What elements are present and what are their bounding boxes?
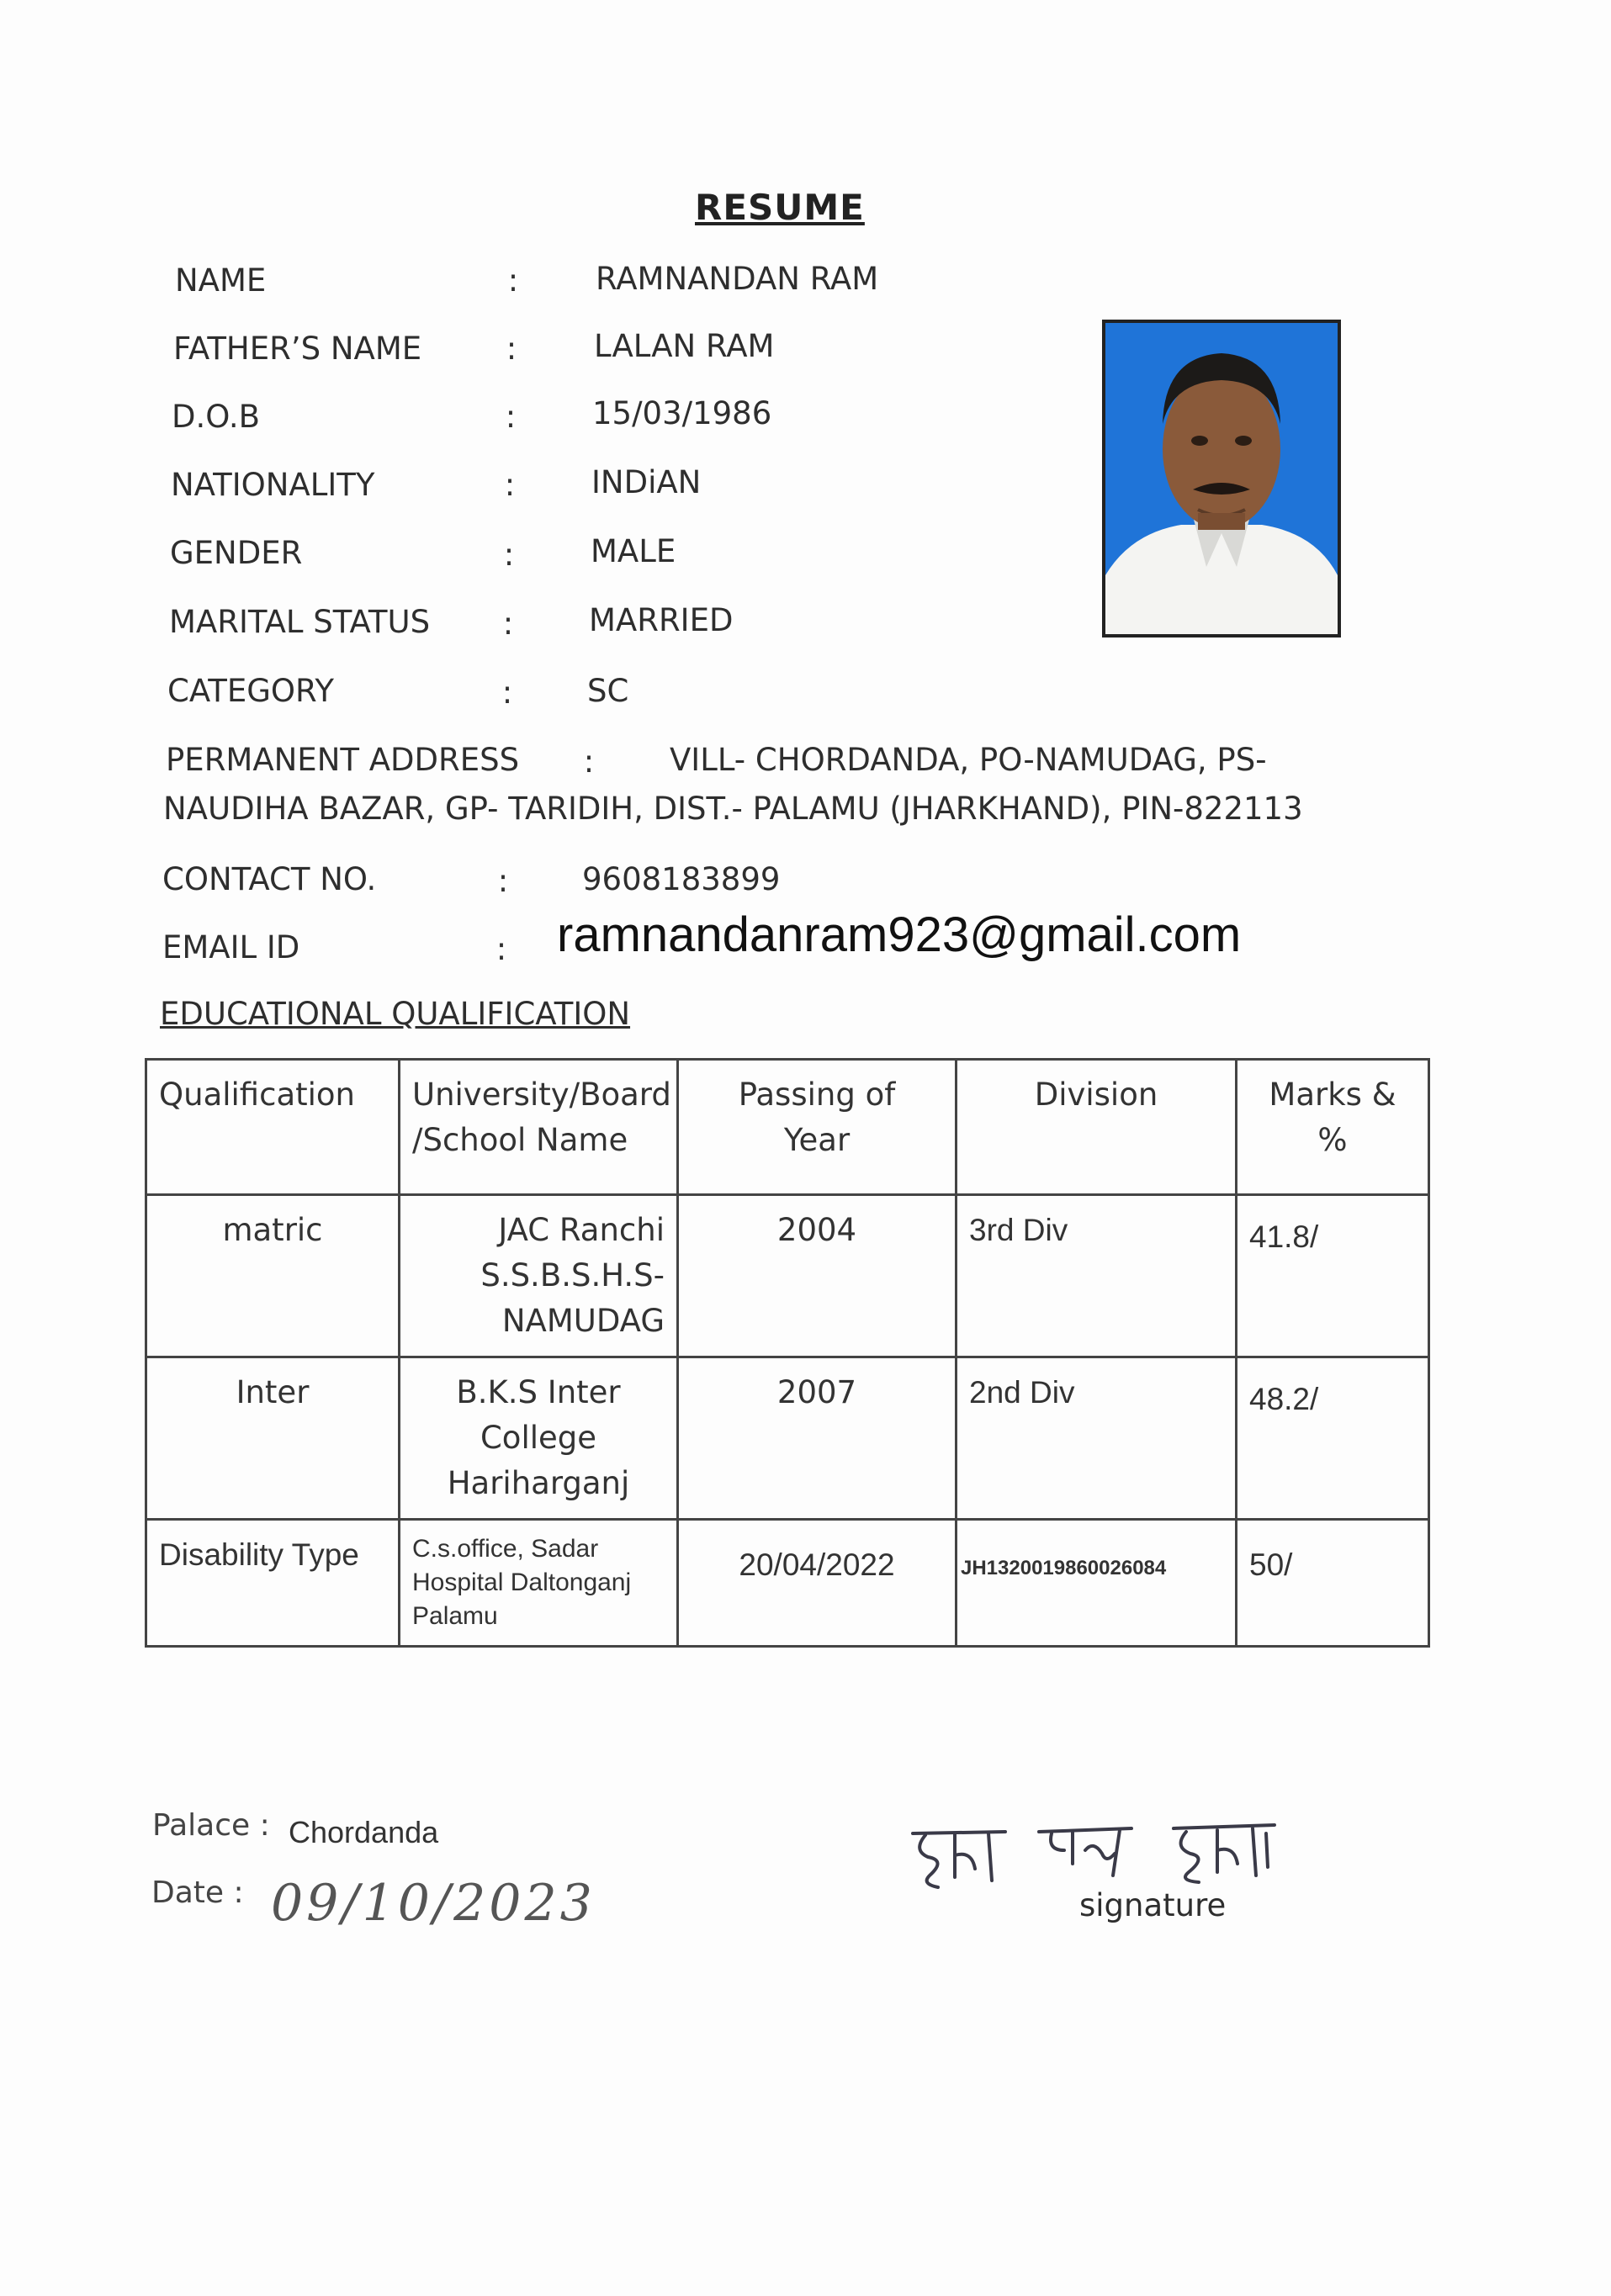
- header-marks: [1237, 1060, 1429, 1195]
- name-colon: :: [507, 262, 519, 299]
- category-colon: :: [501, 675, 513, 711]
- table-row: [146, 1520, 1429, 1647]
- header-university: [400, 1060, 678, 1195]
- cell-division: 3rd Div: [957, 1195, 1237, 1357]
- dob-value: 15/03/1986: [592, 395, 772, 431]
- cell-university: [400, 1520, 678, 1647]
- email-value: ramnandanram923@gmail.com: [557, 907, 1242, 962]
- cell-university-line: S.S.B.S.H.S-: [480, 1257, 665, 1293]
- nationality-value: INDiAN: [591, 464, 702, 500]
- date-label: Date :: [151, 1875, 244, 1910]
- contact-colon: :: [497, 863, 509, 899]
- header-university-line1: University/Board: [412, 1077, 671, 1113]
- header-division-text: Division: [1034, 1077, 1158, 1113]
- signature-label: signature: [1079, 1887, 1227, 1923]
- table-row: [146, 1357, 1429, 1520]
- permanent-address-line2: NAUDIHA BAZAR, GP- TARIDIH, DIST.- PALAMU (JHARKHAND), PIN-822113: [163, 791, 1303, 827]
- contact-value: 9608183899: [582, 861, 781, 897]
- marital-status-colon: :: [502, 606, 514, 642]
- header-year-line1: Passing of: [738, 1077, 896, 1113]
- email-colon: :: [495, 931, 507, 967]
- table-row: [146, 1195, 1429, 1357]
- cell-university: [400, 1195, 678, 1357]
- cell-university-line: C.s.office, Sadar: [412, 1535, 599, 1563]
- dob-label: D.O.B: [172, 399, 261, 435]
- passport-photo: [1102, 320, 1341, 637]
- cell-qualification: Disability Type: [146, 1520, 400, 1647]
- dob-colon: :: [505, 399, 517, 435]
- category-value: SC: [587, 673, 629, 709]
- place-label: Palace :: [152, 1808, 270, 1843]
- cell-marks: 50/: [1237, 1520, 1429, 1647]
- gender-colon: :: [503, 537, 515, 573]
- cell-marks: 48.2/: [1237, 1357, 1429, 1520]
- cell-division: 2nd Div: [957, 1357, 1237, 1520]
- permanent-address-value: VILL- CHORDANDA, PO-NAMUDAG, PS-: [670, 742, 1267, 778]
- cell-year: 2007: [678, 1357, 957, 1520]
- page-title: RESUME: [695, 187, 865, 228]
- fathers-name-label: FATHER’S NAME: [173, 331, 422, 367]
- header-year-line2: Year: [783, 1122, 851, 1158]
- permanent-address-colon: :: [583, 743, 595, 780]
- table-header-row: [146, 1060, 1429, 1195]
- permanent-address-label: PERMANENT ADDRESS: [166, 742, 520, 778]
- gender-label: GENDER: [170, 535, 303, 571]
- fathers-name-value: LALAN RAM: [594, 328, 775, 364]
- date-value: 09/10/2023: [271, 1874, 596, 1933]
- cell-year: 2004: [678, 1195, 957, 1357]
- gender-value: MALE: [591, 533, 676, 569]
- nationality-label: NATIONALITY: [171, 467, 375, 503]
- cell-university: [400, 1357, 678, 1520]
- place-value: Chordanda: [289, 1815, 439, 1849]
- cell-university-line: Hariharganj: [447, 1465, 630, 1501]
- header-university-line2: /School Name: [412, 1122, 628, 1158]
- cell-marks: 41.8/: [1237, 1195, 1429, 1357]
- cell-university-line: NAMUDAG: [501, 1303, 665, 1339]
- cell-university-line: Palamu: [412, 1602, 498, 1630]
- category-label: CATEGORY: [167, 673, 334, 709]
- email-label: EMAIL ID: [162, 929, 300, 965]
- portrait-image: [1105, 323, 1338, 634]
- cell-university-line: College: [480, 1420, 597, 1456]
- name-value: RAMNANDAN RAM: [596, 261, 879, 297]
- cell-qualification: Inter: [146, 1357, 400, 1520]
- header-division: [957, 1060, 1237, 1195]
- cell-university-line: JAC Ranchi: [498, 1212, 665, 1248]
- name-label: NAME: [175, 262, 267, 299]
- education-table: [145, 1058, 1430, 1648]
- marital-status-label: MARITAL STATUS: [169, 604, 431, 640]
- fathers-name-colon: :: [506, 331, 517, 367]
- contact-label: CONTACT NO.: [162, 861, 377, 897]
- cell-certificate-number: JH1320019860026084: [957, 1520, 1237, 1647]
- cell-university-line: Hospital Daltonganj: [412, 1569, 632, 1596]
- nationality-colon: :: [504, 467, 516, 503]
- cell-university-line: B.K.S Inter: [456, 1374, 621, 1410]
- marital-status-value: MARRIED: [589, 602, 734, 638]
- header-passing-year: [678, 1060, 957, 1195]
- education-section-title: EDUCATIONAL QUALIFICATION: [160, 996, 631, 1032]
- cell-year: 20/04/2022: [678, 1520, 957, 1647]
- header-qualification: [146, 1060, 400, 1195]
- cell-qualification: matric: [146, 1195, 400, 1357]
- header-qualification-text: Qualification: [159, 1077, 356, 1113]
- header-marks-text: Marks & %: [1269, 1077, 1396, 1158]
